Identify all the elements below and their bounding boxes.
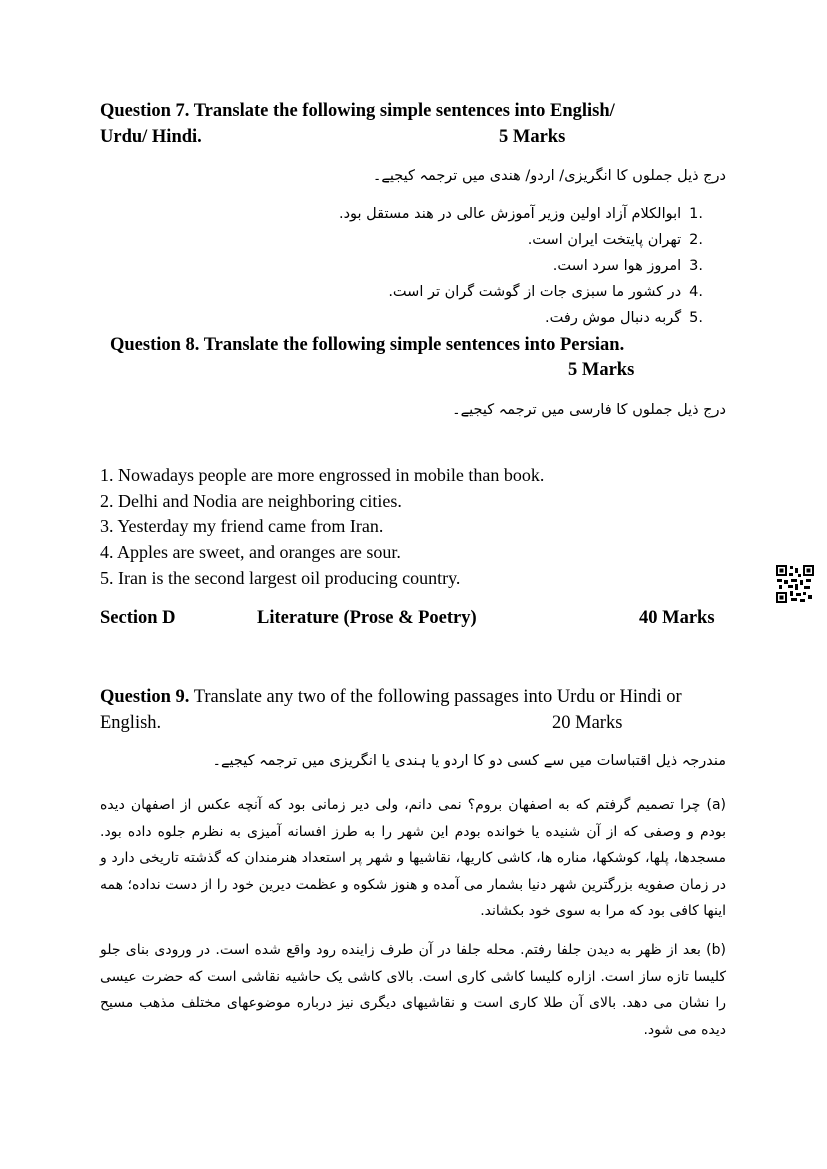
q9-instruction: مندرجہ ذیل اقتباسات میں سے کسی دو کا اردو یا ہندی یا انگریزی میں ترجمہ کیجیے۔: [212, 753, 726, 769]
q7-instruction: درج ذیل جملوں کا انگریزی/ اردو/ ھندی میں ترجمہ کیجیے۔: [372, 168, 726, 184]
q9-passage-b: (b) بعد از ظهر به دیدن جلفا رفتم. محله جلفا در آن طرف زاینده رود واقع شده است. در ورودی بنای جلو کلیسا تازه ساز است. ازاره کلیسا کاشی کاری است. بالای کاشی یک حاشیه نقاشی است که حضرت عیسی را نشان می دهد. بالای آن طلا کاری است و نقاشیهای دیگری نیز درباره موضوعهای مختلف مذهب مسیح دیده می شود.: [100, 942, 726, 1038]
q8-item-5: 5. Iran is the second largest oil producing country.: [100, 568, 461, 588]
q8-instruction: درج ذیل جملوں کا فارسی میں ترجمہ کیجیے۔: [452, 402, 726, 418]
qr-code: [776, 565, 814, 603]
q8-marks: 5 Marks: [568, 360, 635, 380]
q8-item-2: 2. Delhi and Nodia are neighboring cities.: [100, 491, 402, 511]
q7-item-2: .2تهران پایتخت ایران است.: [527, 232, 703, 248]
q7-title-line2: Urdu/ Hindi.: [100, 127, 202, 147]
q9-title-line1: Question 9. Translate any two of the following passages into Urdu or Hindi or: [100, 687, 682, 707]
q8-item-1: 1. Nowadays people are more engrossed in mobile than book.: [100, 465, 545, 485]
section-d-marks: 40 Marks: [639, 608, 715, 628]
q8-item-4: 4. Apples are sweet, and oranges are sour.: [100, 542, 401, 562]
qr-code-graphic: [776, 565, 814, 603]
section-d-title: Literature (Prose & Poetry): [257, 608, 477, 628]
q9-marks: 20 Marks: [552, 713, 623, 733]
q9-title-line2: English.: [100, 713, 162, 733]
section-d-label: Section D: [100, 608, 176, 628]
q7-title-line1: Question 7. Translate the following simple sentences into English/: [100, 101, 615, 121]
q8-title: Question 8. Translate the following simple sentences into Persian.: [110, 335, 625, 355]
q9-passage-a: (a) چرا تصمیم گرفتم که به اصفهان بروم؟ نمی دانم، ولی دیر زمانی بود که آنچه عکس از اصفهان دیده بودم و وصفی که از آن شنیده یا خوانده بودم این شهر را به طرز افسانه آمیزی به نظرم جلوه داده بود. مسجدها، پلها، کوشکها، مناره ها، کاشی کاریها، نقاشیها و شهر پر استعداد هنرمندان که گذشته تاریخی دارد و در زمان صفویه بزرگترین شهر دنیا بشمار می آمده و هنوز شکوه و عظمت دیرین خود را از دست نداده؛ همه اینها کافی بود که مرا به سوی خود بکشاند.: [100, 797, 726, 919]
q8-item-3: 3. Yesterday my friend came from Iran.: [100, 516, 384, 536]
q7-item-3: .3امروز هوا سرد است.: [552, 258, 703, 274]
q7-item-4: .4در کشور ما سبزی جات از گوشت گران تر است.: [388, 284, 703, 300]
q7-item-1: .1ابوالکلام آزاد اولین وزیر آموزش عالی در هند مستقل بود.: [338, 206, 703, 222]
q7-marks: 5 Marks: [499, 127, 566, 147]
q7-item-5: .5گربه دنبال موش رفت.: [545, 310, 703, 326]
